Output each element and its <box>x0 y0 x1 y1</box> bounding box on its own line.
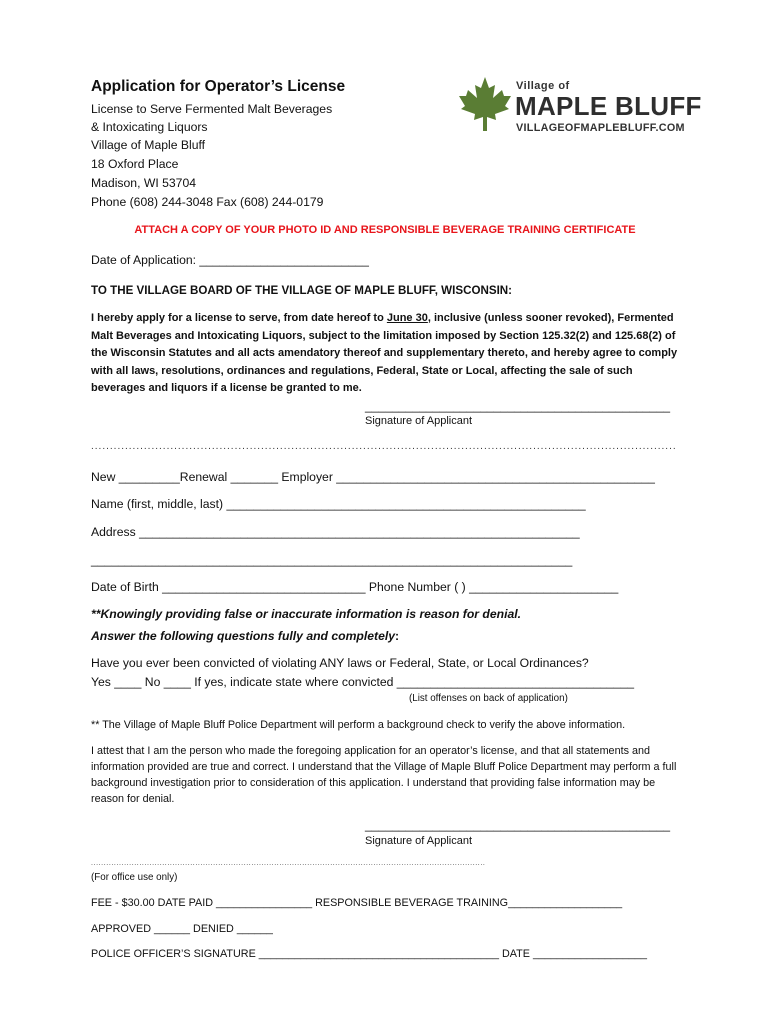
signature-line-1[interactable]: _____________________________________________ <box>365 399 671 413</box>
attach-notice: ATTACH A COPY OF YOUR PHOTO ID AND RESPONSIBLE BEVERAGE TRAINING CERTIFICATE <box>134 224 636 236</box>
address-line-2: & Intoxicating Liquors <box>91 120 208 134</box>
dob-phone-field[interactable]: Date of Birth ______________________________ Phone Number ( ) ______________________ <box>91 580 619 594</box>
new-renewal-employer-field[interactable]: New _________Renewal _______ Employer _______________________________________________ <box>91 470 655 484</box>
warning-false-info: **Knowingly providing false or inaccurate information is reason for denial. <box>91 607 522 621</box>
police-note: ** The Village of Maple Bluff Police Department will perform a background check to verify the above information. <box>91 719 626 731</box>
date-of-application-field[interactable]: Date of Application: _________________________ <box>91 253 369 267</box>
signature-label-1: Signature of Applicant <box>365 415 473 427</box>
signature-label-2: Signature of Applicant <box>365 835 473 847</box>
logo-url: VILLAGEOFMAPLEBLUFF.COM <box>516 122 685 134</box>
police-signature-line[interactable]: POLICE OFFICER’S SIGNATURE ________________________________________ DATE ___________________ <box>91 948 648 960</box>
address-field-2[interactable]: _______________________________________________________________________ <box>91 553 573 567</box>
to-board-heading: TO THE VILLAGE BOARD OF THE VILLAGE OF MAPLE BLUFF, WISCONSIN: <box>91 284 513 297</box>
fee-line[interactable]: FEE - $30.00 DATE PAID ________________ RESPONSIBLE BEVERAGE TRAINING___________________ <box>91 897 623 909</box>
address-line-1: License to Serve Fermented Malt Beverages <box>91 102 333 116</box>
attest-paragraph: I attest that I am the person who made the foregoing application for an operator’s license, and that all statements and information provided are true and correct. I understand that the Village of Maple Bluff Police Department may perform a full background investigation prior to consideration of this application. I understand that providing false information may be reason for denial. <box>91 745 677 805</box>
name-field[interactable]: Name (first, middle, last) _____________________________________________________ <box>91 497 586 511</box>
address-line-6: Phone (608) 244-3048 Fax (608) 244-0179 <box>91 195 324 209</box>
conviction-question: Have you ever been convicted of violating ANY laws or Federal, State, or Local Ordinances? <box>91 656 589 670</box>
signature-line-2[interactable]: _____________________________________________ <box>365 818 671 832</box>
address-line-5: Madison, WI 53704 <box>91 176 197 190</box>
yes-no-field[interactable]: Yes ____ No ____ If yes, indicate state where convicted ___________________________________ <box>91 675 635 689</box>
list-offenses-note: (List offenses on back of application) <box>409 693 568 704</box>
office-use-label: (For office use only) <box>91 872 178 883</box>
logo-maple-bluff: MAPLE BLUFF <box>515 91 702 121</box>
maple-leaf-icon <box>458 76 512 132</box>
divider-dots-2: ........................................................................................................................................................... <box>91 860 486 867</box>
address-field[interactable]: Address _________________________________________________________________ <box>91 525 580 539</box>
application-paragraph: I hereby apply for a license to serve, from date hereof to June 30, inclusive (unless sooner revoked), Fermented Malt Beverages and Intoxicating Liquors, subject to the limitation imposed by Section 125.32(2) and 125.68(2) of the Wisconsin Statutes and all acts amendatory thereof and supplementary thereto, and hereby agree to comply with all laws, resolutions, ordinances and regulations, Federal, State or Local, affecting the sale of such beverages and liquors if a license be granted to me. <box>91 312 678 394</box>
document-title: Application for Operator’s License <box>91 78 346 95</box>
approved-denied-line[interactable]: APPROVED ______ DENIED ______ <box>91 923 273 935</box>
address-line-3: Village of Maple Bluff <box>91 138 206 152</box>
logo-village-of: Village of <box>516 80 570 92</box>
address-line-4: 18 Oxford Place <box>91 157 179 171</box>
warning-answer-fully: Answer the following questions fully and completely: <box>91 629 400 643</box>
divider-dots-1: ........................................................................................................................................................... <box>91 441 677 452</box>
